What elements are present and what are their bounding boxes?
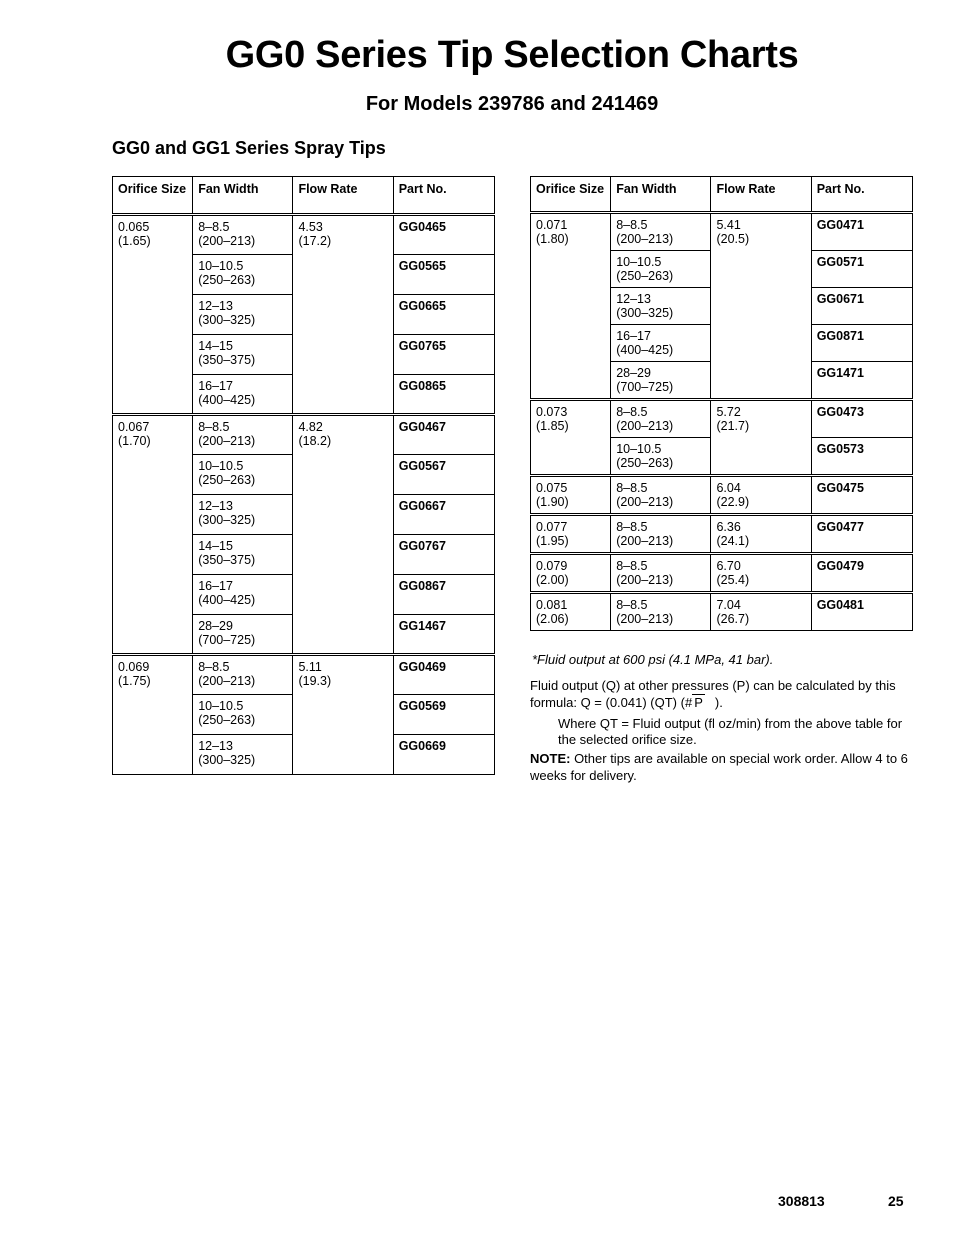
header-flow-rate: Flow Rate [293,177,393,215]
part-number-cell: GG0865 [393,375,494,415]
part-number-cell: GG0765 [393,335,494,375]
part-number-cell: GG0475 [811,476,912,515]
part-number-cell: GG0565 [393,255,494,295]
header-orifice: Orifice Size [113,177,193,215]
part-number-cell: GG0469 [393,655,494,695]
formula-prefix: Fluid output (Q) at other pressures (P) can be calculated by this formula: Q = (0.041) (QT) ( [530,678,896,710]
orifice-size-cell: 0.077 (1.95) [531,515,611,554]
page-title: GG0 Series Tip Selection Charts [225,34,799,76]
flow-rate-cell: 6.36 (24.1) [711,515,811,554]
table-row [531,593,913,631]
fan-width-cell: 8–8.5 (200–213) [193,215,293,255]
part-number-cell: GG0569 [393,695,494,735]
header-fan-width: Fan Width [193,177,293,215]
tip-table-right [530,176,913,631]
formula-variable: P [694,695,703,710]
flow-rate-cell: 5.11 (19.3) [293,655,393,775]
table-row [113,415,495,455]
left-table-body [113,215,495,775]
fan-width-cell: 14–15 (350–375) [193,335,293,375]
page-subtitle: For Models 239786 and 241469 [365,93,659,115]
table-row [531,213,913,251]
flow-rate-cell: 6.70 (25.4) [711,554,811,593]
formula-text [530,677,914,711]
orifice-size-cell: 0.069 (1.75) [113,655,193,775]
note-label: NOTE: [530,751,571,766]
fan-width-cell: 8–8.5 (200–213) [611,476,711,515]
document-number: 308813 [778,1193,825,1209]
fan-width-cell: 12–13 (300–325) [193,735,293,775]
page-number: 25 [888,1193,904,1209]
fan-width-cell: 16–17 (400–425) [193,575,293,615]
part-number-cell: GG0479 [811,554,912,593]
fan-width-cell: 14–15 (350–375) [193,535,293,575]
table-row [531,554,913,593]
part-number-cell: GG0567 [393,455,494,495]
fan-width-cell: 12–13 (300–325) [611,288,711,325]
part-number-cell: GG0665 [393,295,494,335]
formula-where: Where QT = Fluid output (fl oz/min) from the above table for the selected orifice size. [558,716,903,747]
fan-width-cell: 8–8.5 (200–213) [611,593,711,631]
part-number-cell: GG1467 [393,615,494,655]
fan-width-cell: 8–8.5 (200–213) [611,515,711,554]
table-row [113,655,495,695]
fan-width-cell: 28–29 (700–725) [193,615,293,655]
section-title: GG0 and GG1 Series Spray Tips [112,138,386,158]
flow-rate-cell: 7.04 (26.7) [711,593,811,631]
part-number-cell: GG1471 [811,362,912,400]
header-orifice: Orifice Size [531,177,611,213]
part-number-cell: GG0767 [393,535,494,575]
fan-width-cell: 28–29 (700–725) [611,362,711,400]
fan-width-cell: 8–8.5 (200–213) [611,213,711,251]
table-row [531,476,913,515]
part-number-cell: GG0465 [393,215,494,255]
fan-width-cell: 8–8.5 (200–213) [611,400,711,438]
flow-rate-cell: 4.82 (18.2) [293,415,393,655]
orifice-size-cell: 0.065 (1.65) [113,215,193,415]
tip-table-left [112,176,495,775]
note-text: Other tips are available on special work order. Allow 4 to 6 weeks for delivery. [530,751,908,783]
fan-width-cell: 8–8.5 (200–213) [611,554,711,593]
footnote: *Fluid output at 600 psi (4.1 MPa, 41 bar). [532,652,774,667]
part-number-cell: GG0871 [811,325,912,362]
part-number-cell: GG0473 [811,400,912,438]
part-number-cell: GG0571 [811,251,912,288]
fan-width-cell: 8–8.5 (200–213) [193,415,293,455]
orifice-size-cell: 0.075 (1.90) [531,476,611,515]
orifice-size-cell: 0.079 (2.00) [531,554,611,593]
formula-suffix: ). [714,695,723,710]
header-part-no: Part No. [393,177,494,215]
part-number-cell: GG0467 [393,415,494,455]
flow-rate-cell: 5.41 (20.5) [711,213,811,400]
orifice-size-cell: 0.067 (1.70) [113,415,193,655]
flow-rate-cell: 4.53 (17.2) [293,215,393,415]
header-part-no: Part No. [811,177,912,213]
part-number-cell: GG0867 [393,575,494,615]
orifice-size-cell: 0.073 (1.85) [531,400,611,476]
fan-width-cell: 16–17 (400–425) [611,325,711,362]
header-fan-width: Fan Width [611,177,711,213]
part-number-cell: GG0477 [811,515,912,554]
fan-width-cell: 12–13 (300–325) [193,495,293,535]
header-flow-rate: Flow Rate [711,177,811,213]
fan-width-cell: 10–10.5 (250–263) [193,695,293,735]
table-row [531,515,913,554]
orifice-size-cell: 0.081 (2.06) [531,593,611,631]
root-symbol: # [684,695,693,710]
right-table-body [531,213,913,631]
part-number-cell: GG0481 [811,593,912,631]
fan-width-cell: 10–10.5 (250–263) [193,255,293,295]
fan-width-cell: 10–10.5 (250–263) [193,455,293,495]
fan-width-cell: 12–13 (300–325) [193,295,293,335]
fan-width-cell: 8–8.5 (200–213) [193,655,293,695]
orifice-size-cell: 0.071 (1.80) [531,213,611,400]
table-row [113,215,495,255]
delivery-note [530,750,914,784]
part-number-cell: GG0667 [393,495,494,535]
part-number-cell: GG0471 [811,213,912,251]
flow-rate-cell: 6.04 (22.9) [711,476,811,515]
fan-width-cell: 10–10.5 (250–263) [611,438,711,476]
flow-rate-cell: 5.72 (21.7) [711,400,811,476]
fan-width-cell: 10–10.5 (250–263) [611,251,711,288]
table-row [531,400,913,438]
part-number-cell: GG0669 [393,735,494,775]
part-number-cell: GG0573 [811,438,912,476]
fan-width-cell: 16–17 (400–425) [193,375,293,415]
part-number-cell: GG0671 [811,288,912,325]
